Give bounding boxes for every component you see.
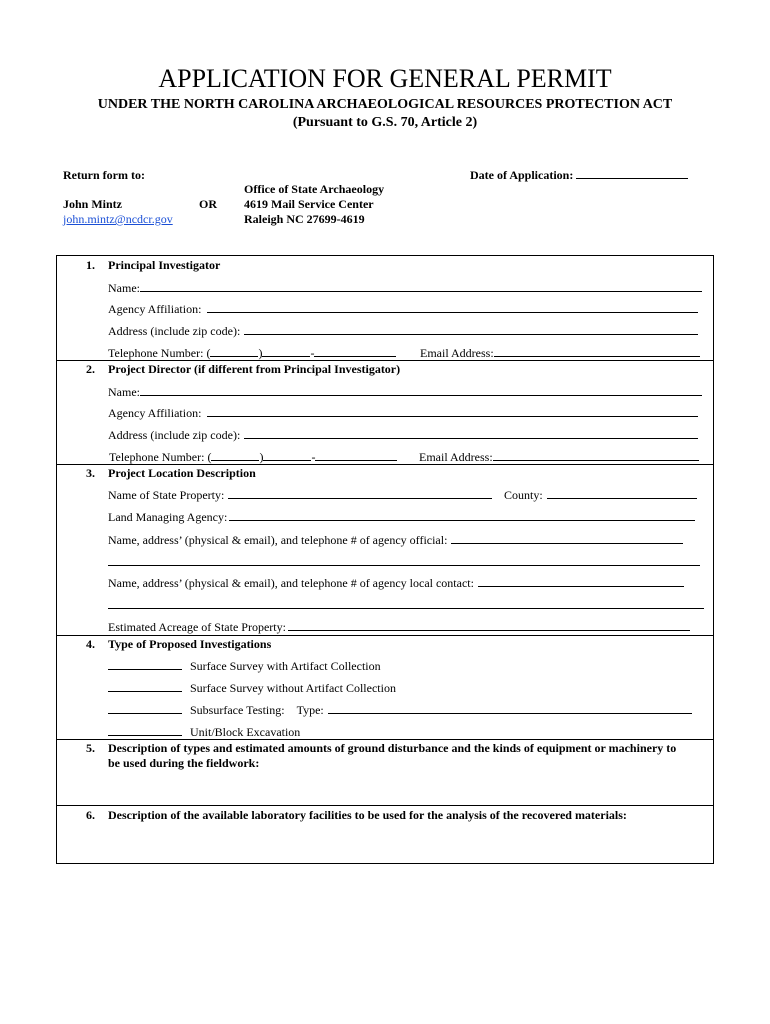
local-contact-field-2[interactable]	[108, 598, 704, 609]
pd-address-field[interactable]	[244, 428, 698, 439]
pi-address-label: Address (include zip code):	[108, 324, 698, 339]
option-unit-block-excavation: Unit/Block Excavation	[108, 725, 300, 740]
agency-official-field-2[interactable]	[108, 555, 700, 566]
state-property-field[interactable]	[228, 488, 492, 499]
pd-email-field[interactable]	[493, 450, 699, 461]
agency-official-field[interactable]	[451, 533, 683, 544]
or-label: OR	[199, 197, 217, 211]
pd-phone-area-field[interactable]	[211, 450, 259, 461]
option-surface-with-collection: Surface Survey with Artifact Collection	[108, 659, 381, 674]
county-field[interactable]	[547, 488, 697, 499]
land-agency-label: Land Managing Agency:	[108, 510, 695, 525]
pd-address-label: Address (include zip code):	[108, 428, 698, 443]
pd-agency-field[interactable]	[207, 406, 698, 417]
office-address-line1: 4619 Mail Service Center	[244, 197, 374, 211]
acreage-label: Estimated Acreage of State Property:	[108, 620, 690, 635]
section-5-title-line1: Description of types and estimated amounts of ground disturbance and the kinds of equipment or machinery to	[108, 741, 677, 755]
section-2-number: 2.	[86, 362, 95, 376]
form-subtitle: UNDER THE NORTH CAROLINA ARCHAEOLOGICAL RESOURCES PROTECTION ACT	[97, 97, 673, 112]
pd-phone-label: Telephone Number: ( ) -	[109, 450, 397, 465]
section-6-number: 6.	[86, 808, 95, 822]
pi-address-field[interactable]	[244, 324, 698, 335]
office-name: Office of State Archaeology	[244, 182, 385, 196]
return-label: Return form to:	[63, 168, 145, 182]
section-divider	[56, 805, 714, 806]
section-5-title-line2: be used during the fieldwork:	[108, 756, 260, 770]
ground-disturbance-response-area[interactable]	[108, 772, 706, 802]
pi-phone-line-field[interactable]	[314, 346, 396, 357]
date-of-application-field[interactable]	[576, 168, 688, 179]
section-divider	[56, 635, 714, 636]
pi-phone-label: Telephone Number: ( ) -	[108, 346, 396, 361]
section-5-number: 5.	[86, 741, 95, 755]
pi-phone-area-field[interactable]	[210, 346, 258, 357]
local-contact-label: Name, address’ (physical & email), and telephone # of agency local contact:	[108, 576, 684, 591]
section-1-title: Principal Investigator	[108, 258, 221, 272]
pi-name-field[interactable]	[140, 281, 702, 292]
option-check-field[interactable]	[108, 703, 182, 714]
contact-name: John Mintz	[63, 197, 123, 211]
section-2-title: Project Director (if different from Principal Investigator)	[108, 362, 401, 376]
lab-facilities-response-area[interactable]	[108, 824, 706, 860]
office-address-line2: Raleigh NC 27699-4619	[244, 212, 365, 226]
form-pursuant: (Pursuant to G.S. 70, Article 2)	[292, 115, 478, 130]
land-agency-field[interactable]	[229, 510, 695, 521]
pd-name-field[interactable]	[140, 385, 702, 396]
section-6-title: Description of the available laboratory facilities to be used for the analysis of the recovered materials:	[108, 808, 627, 822]
contact-email-link[interactable]: john.mintz@ncdcr.gov	[63, 212, 173, 226]
pi-email-field[interactable]	[494, 346, 700, 357]
agency-official-line2	[108, 555, 700, 570]
section-3-number: 3.	[86, 466, 95, 480]
pi-agency-field[interactable]	[207, 302, 698, 313]
agency-official-label: Name, address’ (physical & email), and telephone # of agency official:	[108, 533, 683, 548]
section-4-number: 4.	[86, 637, 95, 651]
option-subsurface-testing: Subsurface Testing: Type:	[108, 703, 692, 718]
testing-type-field[interactable]	[328, 703, 692, 714]
pd-phone-line-field[interactable]	[315, 450, 397, 461]
pd-name-label: Name:	[108, 385, 702, 400]
form-title: APPLICATION FOR GENERAL PERMIT	[158, 64, 612, 93]
local-contact-field[interactable]	[478, 576, 684, 587]
option-check-field[interactable]	[108, 659, 182, 670]
state-property-label: Name of State Property:	[108, 488, 492, 503]
section-3-title: Project Location Description	[108, 466, 256, 480]
section-1-number: 1.	[86, 258, 95, 272]
pd-phone-prefix-field[interactable]	[263, 450, 311, 461]
acreage-field[interactable]	[288, 620, 690, 631]
local-contact-line2	[108, 598, 704, 613]
section-4-title: Type of Proposed Investigations	[108, 637, 272, 651]
county-label: County:	[504, 488, 697, 503]
pi-email-label: Email Address:	[420, 346, 700, 361]
pi-agency-label: Agency Affiliation:	[108, 302, 698, 317]
pd-agency-label: Agency Affiliation:	[108, 406, 698, 421]
pd-email-label: Email Address:	[419, 450, 699, 465]
pi-name-label: Name:	[108, 281, 702, 296]
pi-phone-prefix-field[interactable]	[262, 346, 310, 357]
date-of-application-label: Date of Application:	[470, 168, 688, 183]
option-check-field[interactable]	[108, 681, 182, 692]
option-check-field[interactable]	[108, 725, 182, 736]
option-surface-without-collection: Surface Survey without Artifact Collection	[108, 681, 396, 696]
